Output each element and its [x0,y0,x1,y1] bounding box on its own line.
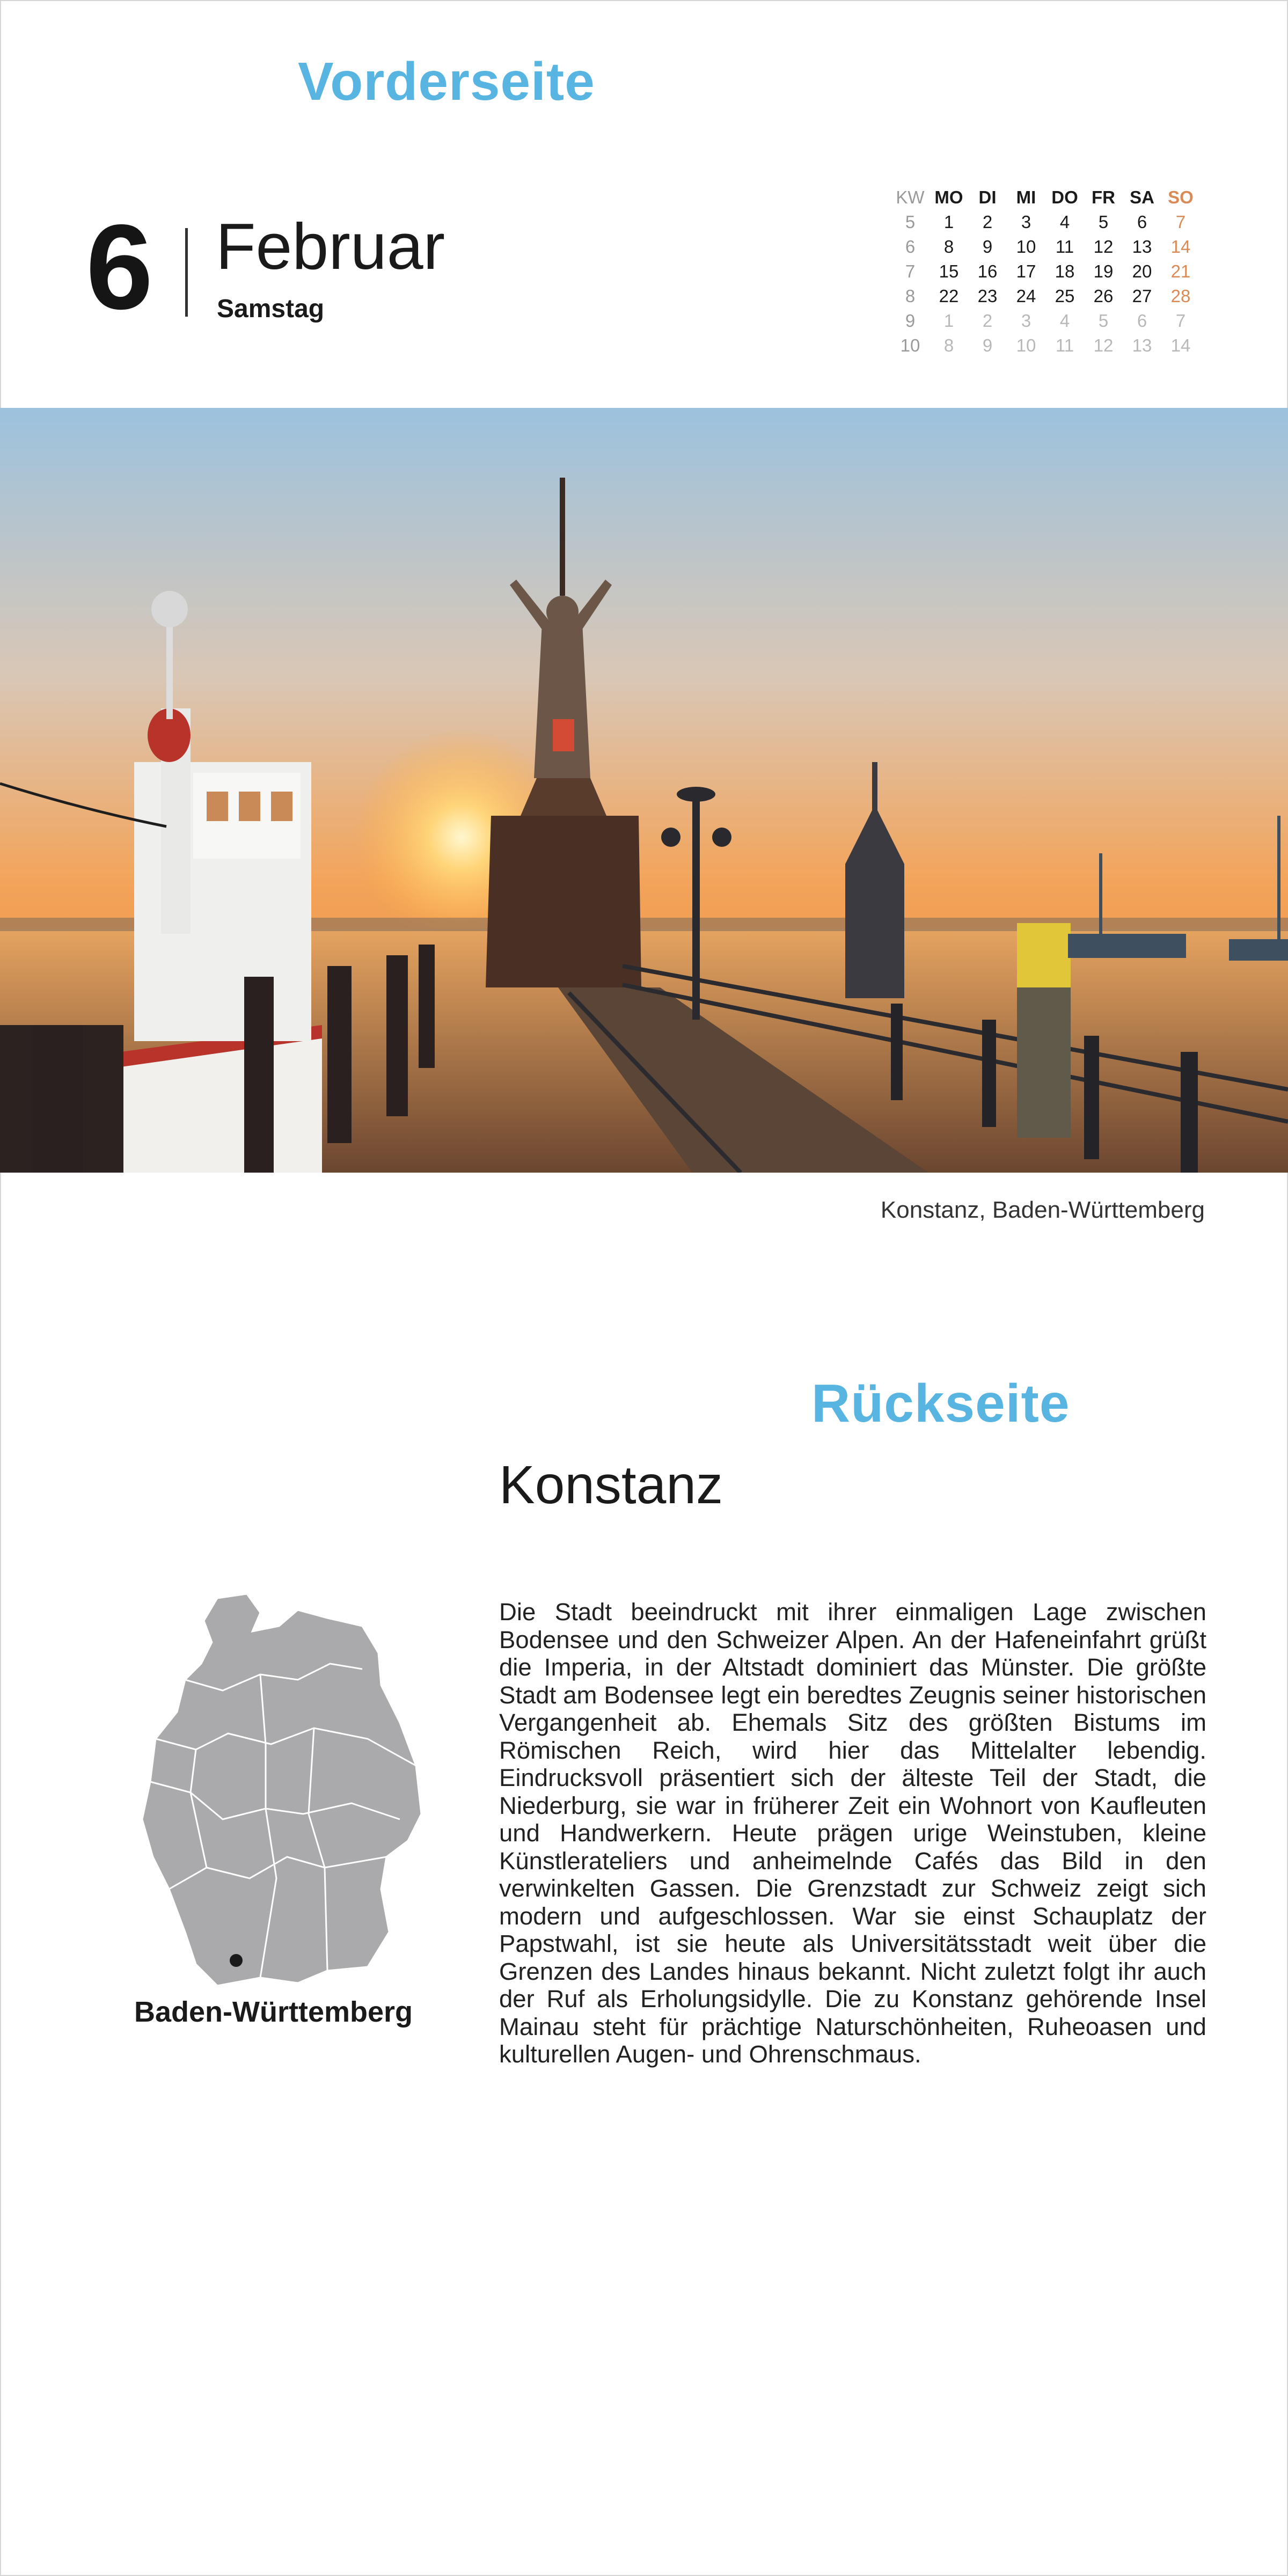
konstanz-location-dot [230,1954,243,1967]
calendar-day: 3 [1021,311,1031,331]
calendar-header-mo: MO [934,187,963,207]
calendar-day: 6 [1137,212,1147,232]
calendar-day: 13 [1132,237,1152,257]
calendar-day: 4 [1059,311,1070,331]
mini-calendar [891,185,1200,358]
calendar-week-row [891,309,1200,333]
city-description: Die Stadt beeindruckt mit ihrer einmaligen Lage zwischen Bodensee und den Schweizer Alpen. An der Hafeneinfahrt grüßt die Imperia, in der Altstadt dominiert das Münster. Die größte Stadt am Bodensee legt ein beredtes Zeugnis seiner historischen Vergangenheit ab. Ehemals Sitz des größten Bistums im Römischen Reich, wird hier das Mittelalter lebendig. Eindrucksvoll präsentiert sich der älteste Teil der Stadt, die Niederburg, sie war in früherer Zeit ein Wohnort von Kaufleuten und Handwerkern. Heute prägen urige Weinstuben, kleine Künstlerateliers und anheimelnde Cafés das Bild in den verwinkelten Gassen. Die Grenzstadt zur Schweiz zeigt sich modern und aufgeschlossen. War sie einst Schauplatz der Papstwahl, ist sie heute als Universitätsstadt weit über die Grenzen des Landes hinaus bekannt. Nicht zuletzt folgt ihr auch der Ruf als Erholungsidylle. Die zu Konstanz gehörende Insel Mainau steht für prächtige Naturschönheiten, Ruheoasen und kulturellen Augen- und Ohrenschmaus. [499,1598,1206,2068]
calendar-week-number: 7 [905,261,916,281]
calendar-day: 7 [1175,212,1186,232]
calendar-day: 13 [1132,335,1152,355]
germany-map-icon [137,1589,429,1986]
calendar-day: 18 [1055,261,1075,281]
konstanz-harbor-photo [0,408,1288,1173]
calendar-day: 14 [1170,335,1191,355]
calendar-day: 11 [1055,335,1074,355]
calendar-day: 9 [982,237,993,257]
calendar-day: 17 [1016,261,1036,281]
calendar-week-number: 5 [905,212,916,232]
city-title: Konstanz [499,1455,723,1515]
calendar-day: 11 [1055,237,1074,257]
calendar-header-mi: MI [1016,187,1036,207]
day-number: 6 [86,199,153,334]
calendar-day: 5 [1098,311,1109,331]
calendar-day: 1 [943,311,954,331]
calendar-header-di: DI [978,187,997,207]
calendar-day: 20 [1132,261,1152,281]
calendar-day: 19 [1093,261,1114,281]
calendar-day: 2 [982,311,993,331]
calendar-week-row [891,235,1200,259]
calendar-header-sa: SA [1130,187,1154,207]
germany-outline [142,1594,421,1986]
calendar-day: 7 [1175,311,1186,331]
calendar-day: 25 [1055,286,1075,306]
calendar-header-fr: FR [1092,187,1115,207]
calendar-week-row [891,333,1200,358]
calendar-week-row [891,284,1200,309]
calendar-day: 12 [1093,335,1114,355]
calendar-header-row [891,185,1200,210]
calendar-day: 15 [939,261,959,281]
front-side-label: Vorderseite [298,52,595,112]
calendar-day: 23 [977,286,998,306]
back-side-label: Rückseite [811,1373,1070,1433]
calendar-week-number: 6 [905,237,916,257]
calendar-day: 28 [1170,286,1191,306]
calendar-header-so: SO [1168,187,1194,207]
calendar-day: 3 [1021,212,1031,232]
calendar-week-number: 10 [900,335,920,355]
calendar-week-number: 8 [905,286,916,306]
calendar-day: 26 [1093,286,1114,306]
calendar-body [891,210,1200,358]
calendar-day: 2 [982,212,993,232]
calendar-day: 14 [1170,237,1191,257]
calendar-day: 24 [1016,286,1036,306]
calendar-day: 1 [943,212,954,232]
calendar-day: 12 [1093,237,1114,257]
calendar-day: 5 [1098,212,1109,232]
calendar-header-do: DO [1051,187,1078,207]
calendar-day: 10 [1016,335,1036,355]
calendar-day: 22 [939,286,959,306]
calendar-day: 9 [982,335,993,355]
calendar-day: 8 [943,237,954,257]
calendar-day: 21 [1170,261,1191,281]
calendar-week-row [891,259,1200,284]
date-divider [185,228,188,317]
state-label: Baden-Württemberg [134,1996,413,2028]
calendar-day: 4 [1059,212,1070,232]
calendar-week-number: 9 [905,311,916,331]
calendar-day: 6 [1137,311,1147,331]
calendar-header-kw: KW [896,187,925,207]
calendar-week-row [891,210,1200,235]
calendar-day: 16 [977,261,998,281]
weekday-name: Samstag [217,295,325,323]
month-name: Februar [216,210,445,283]
calendar-day: 10 [1016,237,1036,257]
photo-caption: Konstanz, Baden-Württemberg [880,1197,1205,1223]
calendar-day: 27 [1132,286,1152,306]
calendar-day: 8 [943,335,954,355]
